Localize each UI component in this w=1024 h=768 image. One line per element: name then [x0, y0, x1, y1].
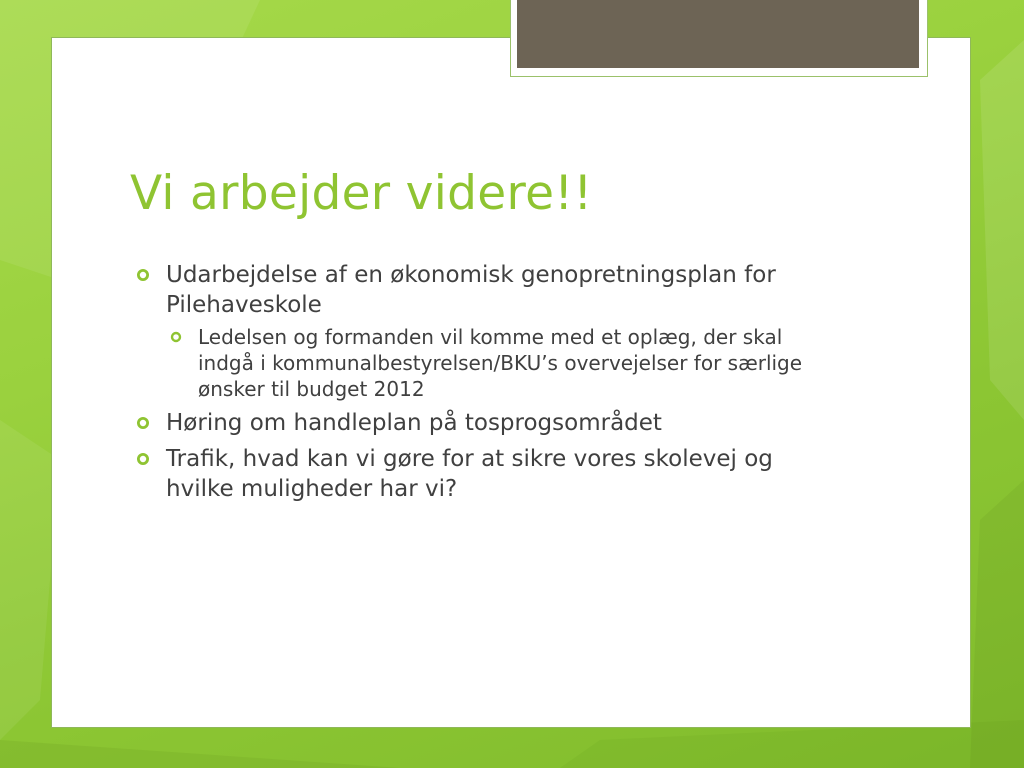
bullet-text: Udarbejdelse af en økonomisk genopretningsplan for Pilehaveskole: [166, 262, 776, 318]
bullet-item: [134, 444, 834, 504]
sub-bullet-item: [166, 324, 808, 402]
sub-bullet-text: Ledelsen og formanden vil komme med et oplæg, der skal indgå i kommunalbestyrelsen/BKU’s overvejelser for særlige ønsker til budget 2012: [198, 325, 803, 401]
hollow-circle-bullet-icon: [136, 444, 150, 474]
hollow-circle-bullet-icon: [170, 324, 182, 350]
slide-title: Vi arbejder videre!!: [130, 166, 593, 221]
accent-box: [517, 0, 919, 68]
bullet-text: Høring om handleplan på tosprogsområdet: [166, 410, 662, 436]
bullet-item: [134, 408, 834, 438]
sub-bullet-list: [166, 324, 834, 402]
bullet-list: [134, 260, 834, 510]
bullet-item: [134, 260, 834, 402]
hollow-circle-bullet-icon: [136, 408, 150, 438]
bullet-text: Trafik, hvad kan vi gøre for at sikre vores skolevej og hvilke muligheder har vi?: [166, 446, 773, 502]
hollow-circle-bullet-icon: [136, 260, 150, 290]
